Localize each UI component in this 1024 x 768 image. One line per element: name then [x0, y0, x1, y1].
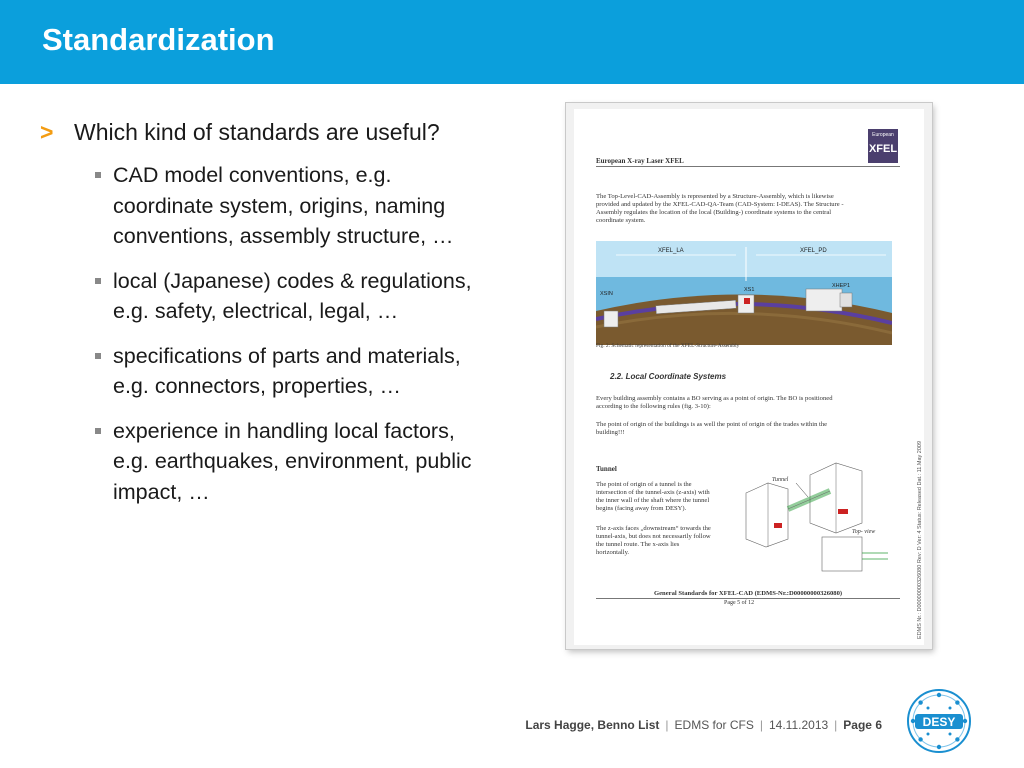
- sub-bullet-line: e.g. connectors, properties, …: [113, 374, 402, 398]
- square-bullet-icon: [95, 278, 101, 284]
- slide-footer: [525, 718, 882, 732]
- sub-bullet-line: conventions, assembly structure, …: [113, 224, 454, 248]
- sub-bullet-line: CAD model conventions, e.g.: [113, 163, 392, 187]
- xfel-logo-main: XFEL: [868, 143, 898, 155]
- main-bullet: [40, 116, 560, 148]
- figure-label-xs1: XS1: [744, 287, 755, 293]
- sub-bullet: [113, 416, 553, 508]
- doc-intro-line: coordinate system.: [596, 217, 646, 224]
- figure-label-pd: XFEL_PD: [800, 248, 827, 254]
- tunnel-heading: Tunnel: [596, 465, 617, 473]
- sub-bullet-line: experience in handling local factors,: [113, 418, 455, 443]
- sub-bullet-line: e.g. safety, electrical, legal, …: [113, 299, 399, 323]
- xfel-structure-figure: [596, 241, 892, 345]
- doc-para-line: Every building assembly contains a BO serving as a point of origin. The BO is positioned: [596, 395, 833, 402]
- tunnel-text-line: The point of origin of a tunnel is the: [596, 481, 692, 488]
- figure-caption: Fig. 2: Schematic representation of the XFEL-Structure-Assembly: [596, 343, 740, 349]
- title-bar: [0, 0, 1024, 84]
- doc-page-number: Page 5 of 12: [724, 600, 755, 606]
- footer-authors: Lars Hagge, Benno List: [525, 718, 660, 732]
- desy-logo: [906, 688, 972, 754]
- sub-bullet: [113, 266, 553, 327]
- tunnel-text-line: the inner wall of the shaft where the tunnel: [596, 497, 710, 504]
- tunnel-text-line: begins (facing away from DESY).: [596, 505, 687, 512]
- tunnel-diagram: [738, 453, 888, 573]
- sub-bullet-line: specifications of parts and materials,: [113, 343, 461, 368]
- doc-intro-line: Assembly regulates the location of the local (Building-) coordinate systems to the central: [596, 209, 832, 216]
- doc-para-line: The point of origin of the buildings is as well the point of origin of the trades within the: [596, 421, 828, 428]
- tunnel-text-line: the tunnel route. The x-axis lies: [596, 541, 680, 548]
- xfel-logo: [868, 129, 898, 163]
- doc-section-heading: 2.2. Local Coordinate Systems: [610, 372, 727, 381]
- footer-date: 14.11.2013: [769, 718, 829, 732]
- footer-separator: |: [834, 718, 838, 732]
- document-page: [574, 109, 924, 645]
- sub-bullet: [113, 160, 553, 252]
- square-bullet-icon: [95, 172, 101, 178]
- desy-logo-text: DESY: [922, 715, 956, 729]
- slide-title: Standardization: [42, 22, 275, 57]
- slide-content: [40, 116, 560, 521]
- sub-bullet: [113, 341, 553, 402]
- doc-intro-line: The Top-Level-CAD-Assembly is represented by a Structure-Assembly, which is likewise: [596, 193, 834, 200]
- figure-label-la: XFEL_LA: [658, 248, 684, 254]
- square-bullet-icon: [95, 353, 101, 359]
- doc-header: European X-ray Laser XFEL: [596, 157, 684, 165]
- arrow-bullet-icon: >: [40, 119, 54, 145]
- doc-intro-line: provided and updated by the XFEL-CAD-QA-Team (CAD-System: I-DEAS). The Structure -: [596, 201, 844, 208]
- doc-header-rule: [596, 166, 900, 167]
- tunnel-text-line: intersection of the tunnel-axis (z-axis) with: [596, 489, 710, 496]
- sub-bullet-line: local (Japanese) codes & regulations,: [113, 268, 472, 293]
- top-view-label: Top- view: [852, 529, 876, 535]
- doc-para-line: building!!!: [596, 429, 625, 436]
- footer-event: EDMS for CFS: [674, 718, 754, 732]
- sub-bullet-line: impact, …: [113, 479, 210, 504]
- tunnel-text-line: horizontally.: [596, 549, 630, 556]
- footer-separator: |: [759, 718, 763, 732]
- xfel-logo-top: European: [872, 132, 894, 138]
- sub-bullet-line: coordinate system, origins, naming: [113, 193, 446, 218]
- tunnel-label: Tunnel: [772, 477, 789, 483]
- doc-side-text: EDMS Nr.: D00000000326080 Rev: D Ver: 4 Status: Released Dat.: 11.May 2009: [917, 440, 923, 639]
- tunnel-text-line: The z-axis faces „downstream“ towards the: [596, 525, 711, 532]
- square-bullet-icon: [95, 428, 101, 434]
- doc-footer-title: General Standards for XFEL-CAD (EDMS-Nr.:D00000000326080): [654, 590, 843, 597]
- footer-separator: |: [665, 718, 669, 732]
- main-bullet-text: Which kind of standards are useful?: [74, 119, 440, 145]
- doc-para-line: according to the following rules (fig. 3-10):: [596, 403, 711, 410]
- sub-bullet-line: e.g. earthquakes, environment, public: [113, 449, 472, 473]
- footer-page: Page 6: [843, 718, 882, 732]
- tunnel-text-line: tunnel-axis, but does not necessarily follow: [596, 533, 711, 540]
- figure-label-xsin: XSIN: [600, 291, 613, 297]
- document-thumbnail: [566, 103, 932, 649]
- figure-label-xhep1: XHEP1: [832, 283, 851, 289]
